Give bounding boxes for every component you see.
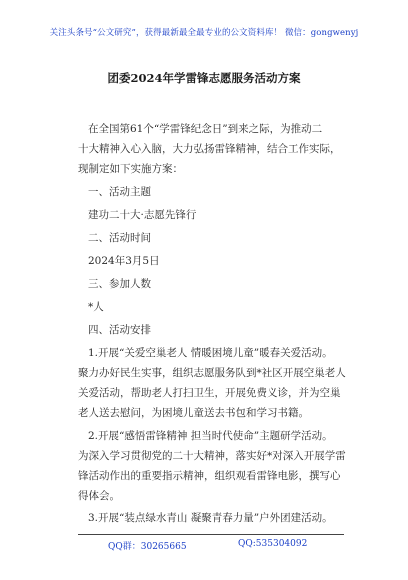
footer (78, 534, 344, 553)
paragraph-line: 锋活动作出的重要指示精神，组织观看雷锋电影，撰写心 (78, 470, 341, 482)
paragraph-line: 3.开展“装点绿水青山 凝聚青春力量”户外团建活动。 (88, 512, 333, 524)
section-heading: 三、参加人数 (88, 278, 151, 290)
document-title: 团委2024年学雷锋志愿服务活动方案 (107, 71, 301, 85)
footer-qq: QQ:535304092 (238, 539, 308, 549)
paragraph-line: 现制定如下实施方案： (78, 163, 183, 175)
paragraph-line: 关爱活动，帮助老人打扫卫生，开展免费义诊，并为空巢 (78, 387, 341, 399)
paragraph-line: 得体会。 (78, 490, 120, 502)
paragraph-line: 2.开展“感悟雷锋精神 担当时代使命”主题研学活动。 (88, 430, 333, 442)
section-heading: 四、活动安排 (88, 324, 151, 336)
paragraph-line: 1.开展“关爱空巢老人 情暖困境儿童”暖春关爱活动。 (88, 347, 333, 359)
section-heading: 一、活动主题 (88, 186, 151, 198)
paragraph-line: 为深入学习贯彻党的二十大精神，落实好*对深入开展学雷 (78, 450, 346, 462)
paragraph-line: 2024年3月5日 (88, 255, 160, 267)
paragraph-line: 在全国第61个“学雷锋纪念日”到来之际，为推动二 (88, 123, 323, 135)
footer-qq-group: QQ群：30265665 (108, 542, 187, 552)
header-note: 关注头条号“公文研究”，获得最新最全最专业的公文资料库！ 微信：gongwenyj (49, 28, 359, 38)
paragraph-line: 老人送去慰问，为困境儿童送去书包和学习书籍。 (78, 407, 309, 419)
section-heading: 二、活动时间 (88, 232, 151, 244)
paragraph-line: 建功二十大·志愿先锋行 (88, 209, 197, 221)
paragraph-line: 十大精神入心入脑，大力弘扬雷锋精神，结合工作实际， (78, 143, 341, 155)
paragraph-line: *人 (88, 301, 104, 313)
paragraph-line: 聚力办好民生实事，组织志愿服务队到*社区开展空巢老人 (78, 367, 346, 379)
